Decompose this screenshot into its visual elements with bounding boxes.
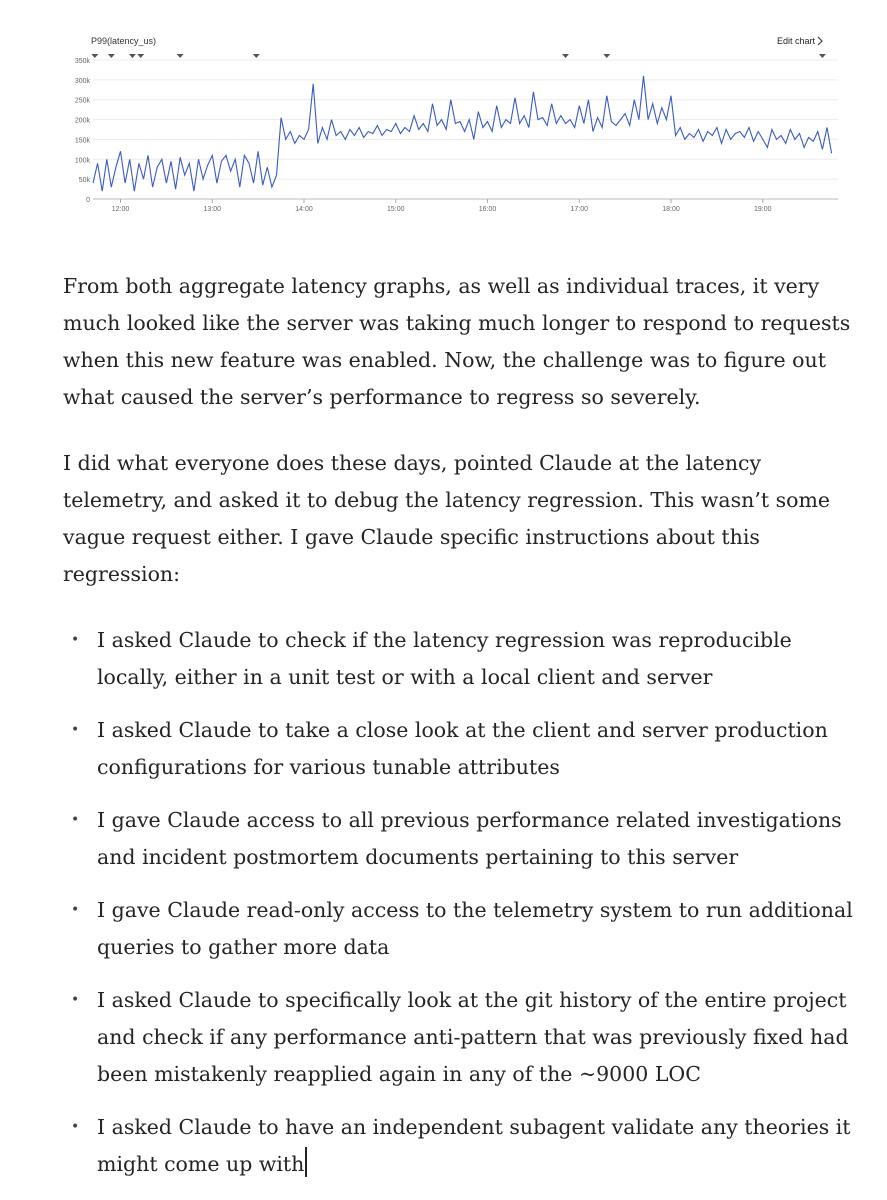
- y-axis: [75, 58, 91, 204]
- event-marker-icon[interactable]: [819, 54, 826, 58]
- event-marker-icon[interactable]: [91, 54, 98, 58]
- bullet-icon: •: [71, 722, 80, 738]
- list-item: [63, 982, 863, 1093]
- list-item: [63, 712, 863, 786]
- series-line-p99-latency: [93, 76, 832, 191]
- paragraph-1: From both aggregate latency graphs, as well as individual traces, it very much looked like the server was taking much longer to respond to requests when this new feature was enabled. Now, the challenge was to figure out what caused the server’s performance to regress so severely.: [63, 274, 851, 409]
- event-marker-icon[interactable]: [562, 54, 569, 58]
- event-markers: [91, 54, 826, 58]
- latency-chart: [0, 0, 887, 225]
- y-tick-label: 100k: [74, 157, 90, 165]
- x-tick-label: 16:00: [478, 206, 497, 213]
- event-marker-icon[interactable]: [129, 54, 136, 58]
- bullet-icon: •: [71, 1119, 80, 1135]
- list-item-text: I gave Claude access to all previous performance related investigations and incident postmortem documents pertaining to this server: [97, 808, 842, 869]
- chevron-right-icon: [818, 37, 822, 45]
- edit-chart-label: Edit chart: [777, 36, 816, 46]
- y-tick-label: 250k: [74, 97, 90, 105]
- list-item-text: I asked Claude to take a close look at the client and server production configurations for various tunable attributes: [97, 718, 828, 779]
- list-item-text: I asked Claude to specifically look at the git history of the entire project and check if any performance anti-pattern that was previously fixed had been mistakenly reapplied again in any of the ~9000 LOC: [97, 988, 849, 1086]
- x-tick-label: 13:00: [203, 206, 222, 213]
- latency-chart-svg: [0, 0, 887, 225]
- y-tick-label: 350k: [74, 58, 90, 65]
- list-item: [63, 802, 863, 876]
- x-tick-label: 18:00: [662, 206, 680, 213]
- list-item-text: I asked Claude to check if the latency regression was reproducible locally, either in a unit test or with a local client and server: [97, 628, 792, 689]
- list-item-text: I gave Claude read-only access to the telemetry system to run additional queries to gather more data: [97, 898, 853, 959]
- chart-title: P99(latency_us): [91, 36, 157, 46]
- y-tick-label: 0: [86, 197, 90, 204]
- text-cursor: [305, 1147, 307, 1177]
- bullet-icon: •: [71, 902, 80, 918]
- event-marker-icon[interactable]: [253, 54, 260, 58]
- x-tick-label: 17:00: [570, 206, 589, 213]
- event-marker-icon[interactable]: [137, 54, 144, 58]
- list-item: [63, 1109, 863, 1183]
- paragraph-2: I did what everyone does these days, pointed Claude at the latency telemetry, and asked it to debug the latency regression. This wasn’t some vague request either. I gave Claude specific instructions about this regression:: [63, 451, 831, 586]
- list-item-text: I asked Claude to have an independent subagent validate any theories it might come up with: [97, 1115, 851, 1176]
- y-tick-label: 50k: [78, 177, 90, 185]
- bullet-icon: •: [71, 632, 80, 648]
- x-tick-label: 15:00: [387, 206, 405, 213]
- event-marker-icon[interactable]: [603, 54, 610, 58]
- bullet-icon: •: [71, 992, 80, 1008]
- y-tick-label: 200k: [74, 117, 90, 125]
- y-tick-label: 300k: [74, 77, 90, 85]
- event-marker-icon[interactable]: [108, 54, 115, 58]
- y-tick-label: 150k: [74, 137, 90, 145]
- x-tick-label: 14:00: [295, 206, 313, 213]
- bullet-icon: •: [71, 812, 80, 828]
- instruction-list: [63, 622, 863, 1183]
- article-body: [63, 268, 863, 1199]
- edit-chart-button[interactable]: [777, 36, 822, 46]
- x-axis: [112, 199, 772, 213]
- event-marker-icon[interactable]: [177, 54, 184, 58]
- list-item: [63, 622, 863, 696]
- list-item: [63, 892, 863, 966]
- x-tick-label: 12:00: [111, 206, 130, 213]
- x-tick-label: 19:00: [754, 206, 772, 213]
